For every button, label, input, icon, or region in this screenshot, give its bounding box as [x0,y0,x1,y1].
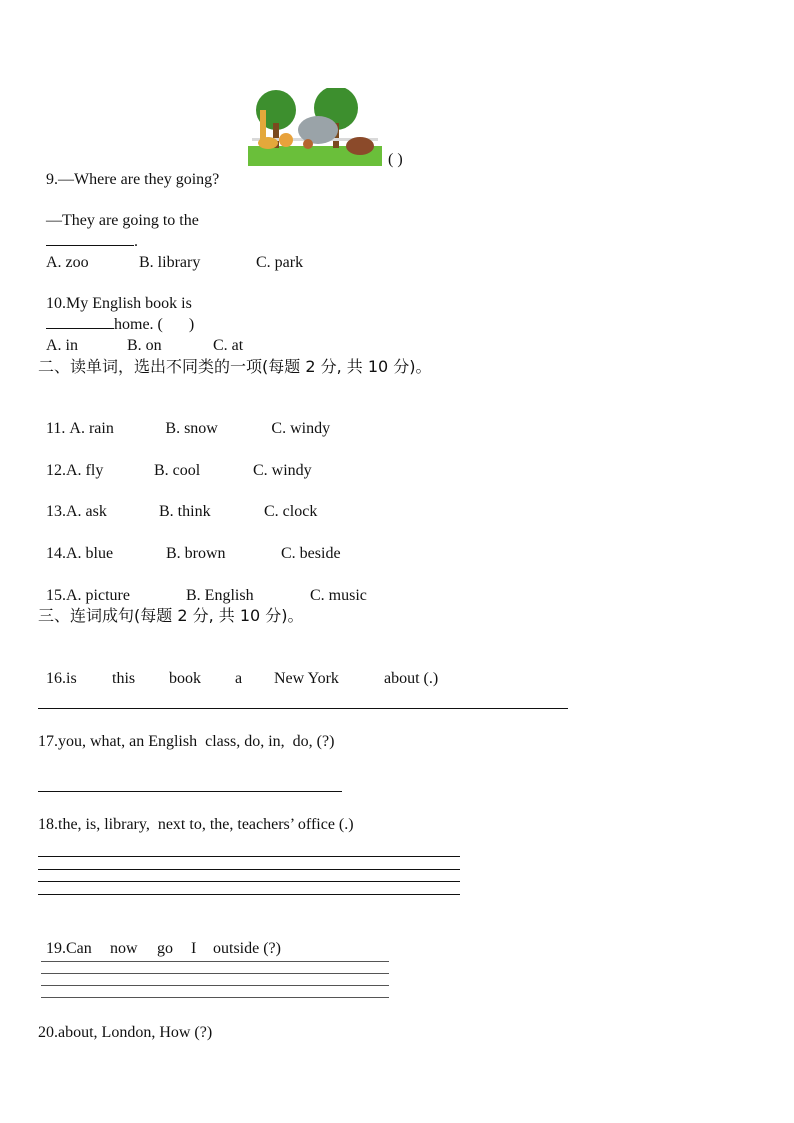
q12-option-c: C. windy [253,462,312,479]
q19-word-3: go [157,940,173,957]
q16-word-1: is [66,670,77,687]
q15-option-a: A. picture [66,587,130,604]
q9-question: 9.—Where are they going? [46,171,220,188]
q17-answer-line[interactable] [38,791,342,792]
q13-option-b: B. think [159,503,211,520]
q9-response-suffix: . [134,233,138,250]
bear [346,137,374,155]
q15-option-b: B. English [186,587,254,604]
q19-word-4: I [191,940,197,957]
q12-option-a: A. fly [66,462,104,479]
q16-line [38,649,438,689]
q16-word-6: about (.) [384,670,439,687]
q20-line: 20.about, London, How (?) [38,1024,213,1041]
q14-option-b: B. brown [166,545,226,562]
q16-answer-line[interactable] [38,708,568,709]
q11-option-b: B. snow [165,420,218,437]
q10-option-a: A. in [46,337,78,354]
q19-line [38,919,281,959]
q14-num: 14. [46,545,66,562]
q13-option-c: C. clock [264,503,318,520]
zoo-scene-image [248,88,382,166]
q11-option-a: A. rain [69,420,114,437]
q15-num: 15. [46,587,66,604]
q9-options [38,233,303,273]
q11-line [38,399,330,439]
q13-num: 13. [46,503,66,520]
monkey [303,139,313,149]
q10-question-prefix: 10.My English book is [46,295,192,312]
q19-answer-line-4[interactable] [41,997,389,998]
q10-question-suffix: home. ( [114,316,163,333]
q18-answer-line-3[interactable] [38,881,460,882]
q19-word-2: now [110,940,138,957]
q13-line [38,482,317,522]
section3-title: 三、连词成句(每题 2 分, 共 10 分)。 [38,606,304,625]
q16-word-4: a [235,670,243,687]
q18-line: 18.the, is, library, next to, the, teachers’ office (.) [38,816,354,833]
q13-option-a: A. ask [66,503,107,520]
q17-line: 17.you, what, an English class, do, in, do, (?) [38,733,335,750]
q16-word-5: New York [274,670,339,687]
q9-answer-paren: ( ) [388,151,403,168]
q19-word-5: outside (?) [213,940,281,957]
section2-title: 二、读单词，选出不同类的一项(每题 2 分, 共 10 分)。 [38,357,432,376]
q9-option-c: C. park [256,254,304,271]
q12-num: 12. [46,462,66,479]
lion [279,133,293,147]
q18-answer-line-2[interactable] [38,869,460,870]
q18-answer-line-4[interactable] [38,894,460,895]
giraffe-body [258,137,278,149]
q9-response-prefix: —They are going to the [46,212,199,229]
q19-num: 19. [46,940,66,957]
q12-option-b: B. cool [154,462,201,479]
q19-answer-line-2[interactable] [41,973,389,974]
elephant [298,116,338,144]
q16-word-2: this [112,670,136,687]
q10-option-b: B. on [127,337,162,354]
q16-num: 16. [46,670,66,687]
q15-line [38,566,367,606]
q19-answer-line-1[interactable] [41,961,389,962]
q19-answer-line-3[interactable] [41,985,389,986]
q15-option-c: C. music [310,587,367,604]
q10-options [38,316,243,356]
q9-question-line [38,150,219,190]
q14-option-a: A. blue [66,545,114,562]
q12-line [38,441,312,481]
q11-option-c: C. windy [271,420,331,437]
q10-option-c: C. at [213,337,244,354]
q11-num: 11. [46,420,66,437]
q14-option-c: C. beside [281,545,341,562]
q18-answer-line-1[interactable] [38,856,460,857]
q16-word-3: book [169,670,201,687]
q14-line [38,524,341,564]
q9-option-a: A. zoo [46,254,89,271]
q19-word-1: Can [66,940,92,957]
q10-question-end: ) [188,316,195,333]
q9-option-b: B. library [139,254,201,271]
